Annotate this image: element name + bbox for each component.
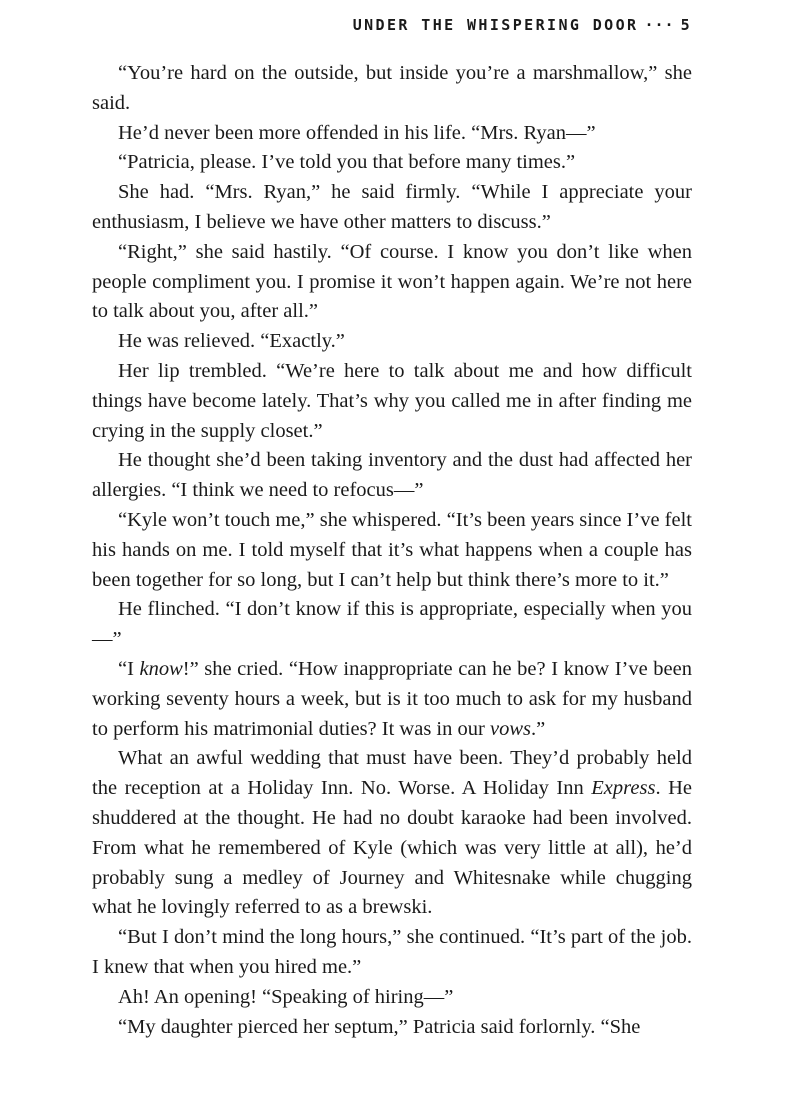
paragraph: He thought she’d been taking inventory and the dust had affected her allergies. “I think we need to refocus—” bbox=[92, 449, 692, 502]
paragraph: Her lip trembled. “We’re here to talk about me and how difficult things have become lately. That’s why you called me in after finding me crying in the supply closet.” bbox=[92, 359, 692, 442]
paragraph: “But I don’t mind the long hours,” she continued. “It’s part of the job. I knew that when you hired me.” bbox=[92, 926, 692, 978]
paragraph-text: .” bbox=[530, 717, 546, 740]
paragraph: He was relieved. “Exactly.” bbox=[118, 330, 345, 353]
paragraph: She had. “Mrs. Ryan,” he said firmly. “While I appreciate your enthusiasm, I believe we have other matters to discuss.” bbox=[92, 181, 692, 233]
emphasis-text: Express bbox=[591, 777, 656, 800]
paragraph: “You’re hard on the outside, but inside you’re a marshmallow,” she said. bbox=[92, 62, 692, 114]
paragraph-text: . He shuddered at the thought. He had no doubt karaoke had been involved. From what he remembered of Kyle (which was very little at all), he’d probably sung a medley of Journey and Whitesnake while chugging what he lovingly referred to as a brewski. bbox=[92, 777, 692, 919]
running-head bbox=[353, 16, 692, 34]
paragraph bbox=[92, 655, 692, 744]
paragraph: “Patricia, please. I’ve told you that before many times.” bbox=[118, 151, 576, 174]
paragraph: He flinched. “I don’t know if this is appropriate, especially when you—” bbox=[92, 598, 692, 651]
paragraph-text: What an awful wedding that must have been. They’d probably held the reception at a Holiday Inn. No. Worse. A Holiday Inn bbox=[92, 747, 692, 800]
paragraph-text: “I bbox=[118, 657, 140, 680]
book-title: UNDER THE WHISPERING DOOR bbox=[352, 16, 639, 34]
paragraph bbox=[92, 744, 692, 923]
paragraph: “Right,” she said hastily. “Of course. I know you don’t like when people compliment you. I promise it won’t happen again. We’re not here to talk about you, after all.” bbox=[92, 240, 692, 323]
paragraph: “Kyle won’t touch me,” she whispered. “It’s been years since I’ve felt his hands on me. I told myself that it’s what happens when a couple has been together for so long, but I can’t help but think there’s more to it.” bbox=[92, 508, 692, 591]
emphasis-text: vows bbox=[489, 717, 531, 740]
body-text bbox=[92, 59, 692, 1042]
paragraph: “My daughter pierced her septum,” Patricia said forlornly. “She bbox=[118, 1015, 641, 1038]
paragraph: He’d never been more offended in his life. “Mrs. Ryan—” bbox=[118, 121, 596, 144]
paragraph-text: !” she cried. “How inappropriate can he be? I know I’ve been working seventy hours a week, but is it too much to ask for my husband to perform his matrimonial duties? It was in our bbox=[92, 657, 692, 740]
header-separator: ··· bbox=[644, 16, 675, 34]
page-number: 5 bbox=[680, 16, 692, 34]
paragraph: Ah! An opening! “Speaking of hiring—” bbox=[118, 985, 454, 1008]
emphasis-text: know bbox=[139, 657, 183, 680]
